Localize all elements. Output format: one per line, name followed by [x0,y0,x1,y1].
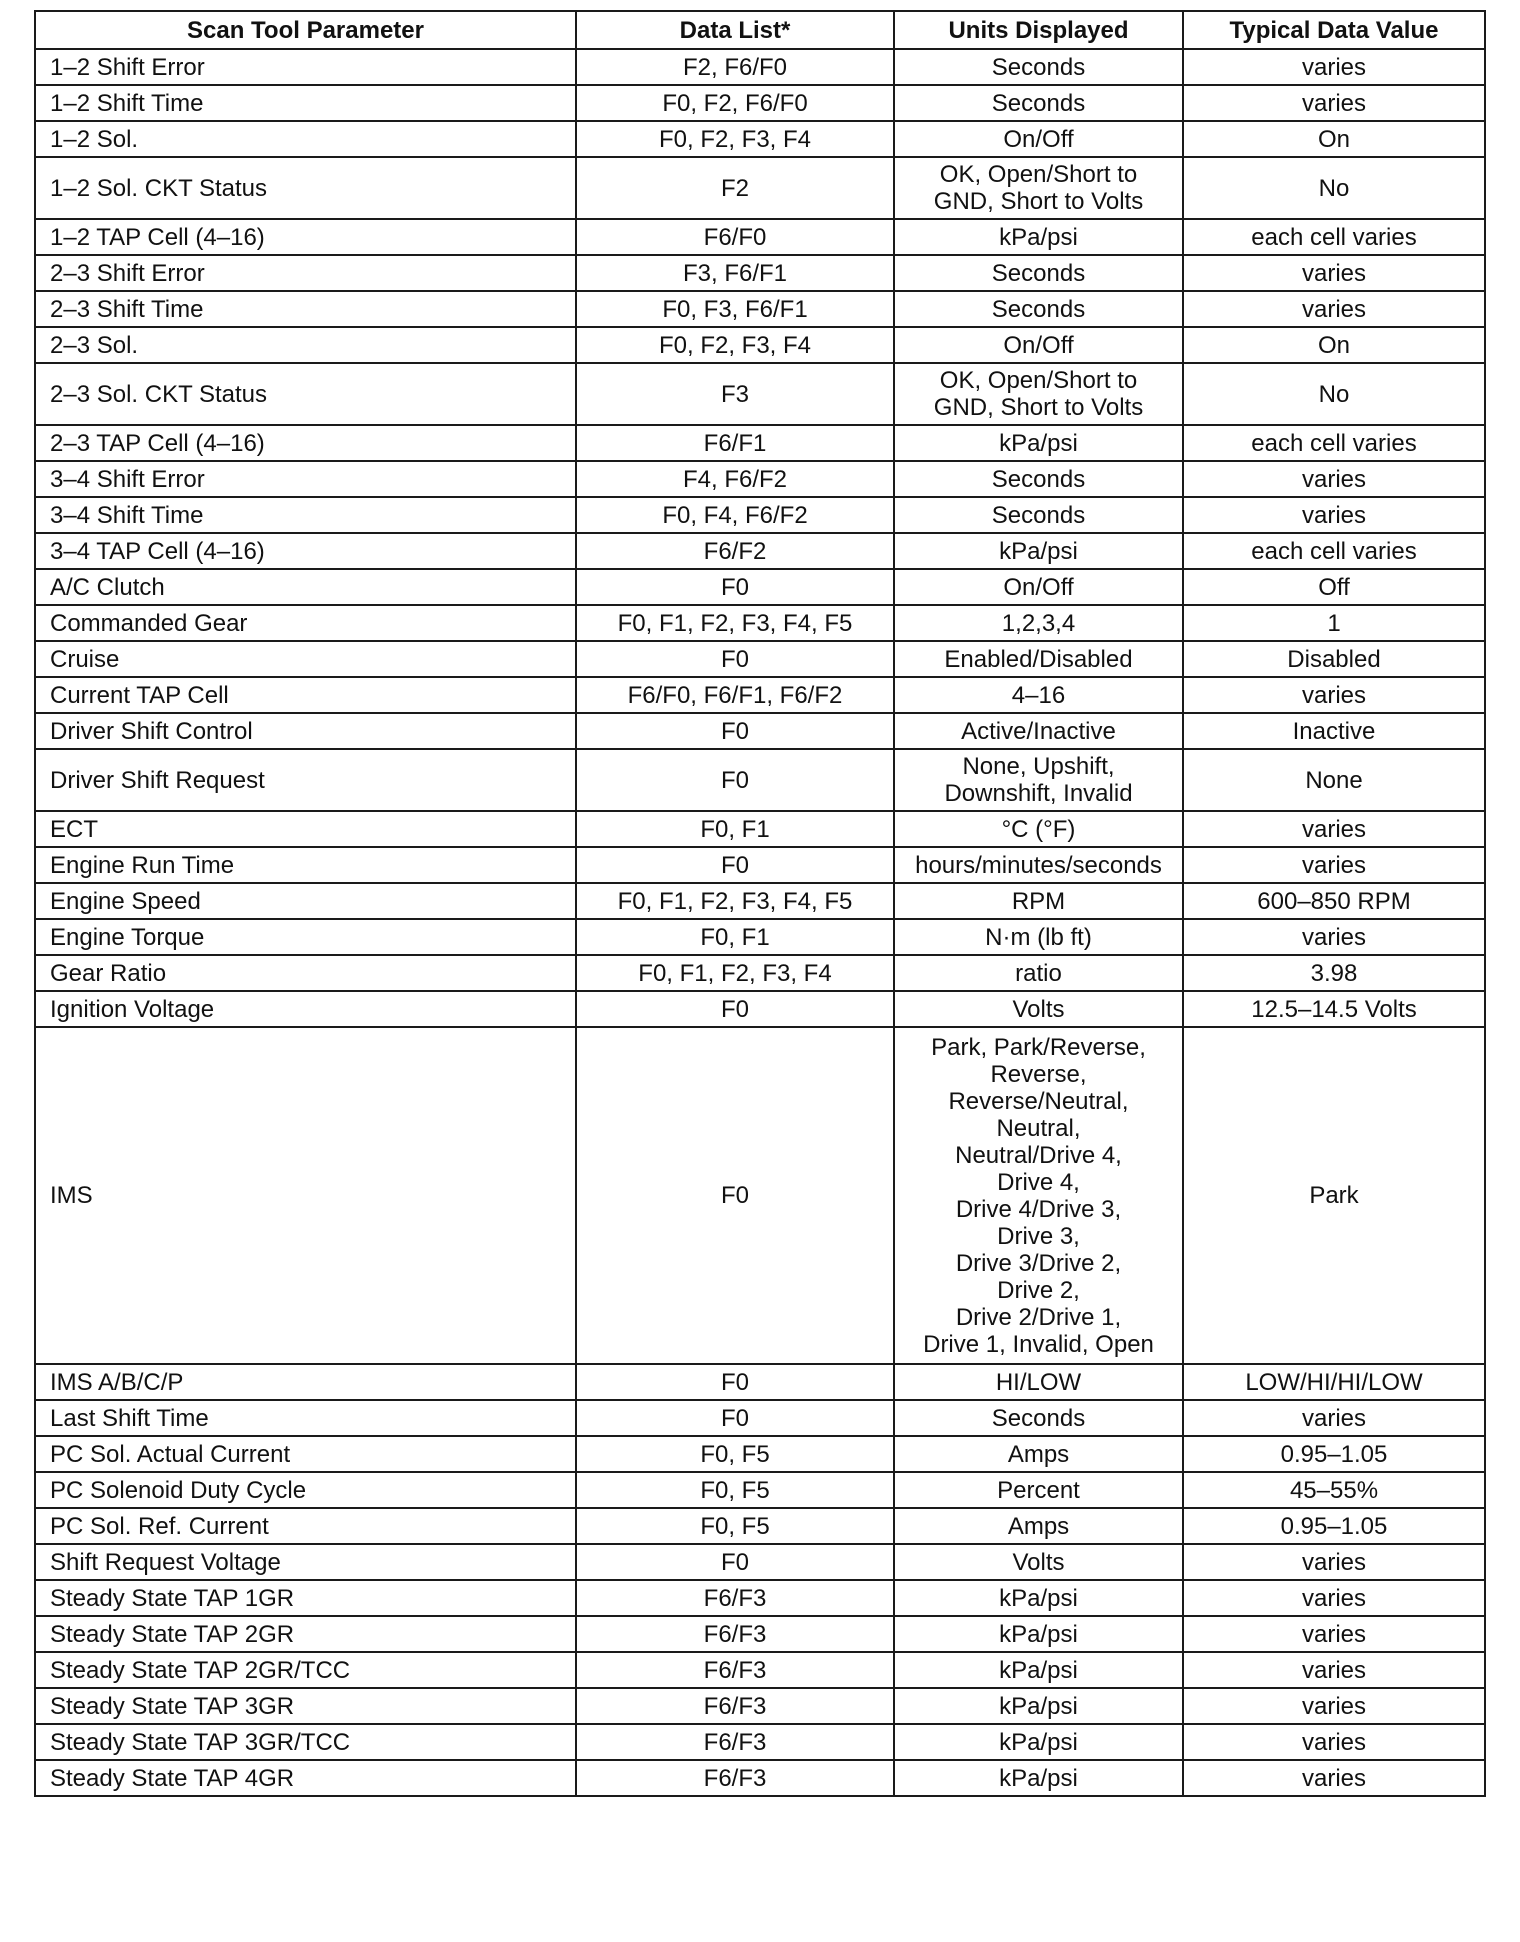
header-row [35,11,1485,49]
cell-data-list: F0 [576,749,894,811]
cell-parameter: Engine Torque [35,919,576,955]
cell-parameter: 2–3 Shift Time [35,291,576,327]
cell-data-list: F0, F5 [576,1436,894,1472]
cell-units: kPa/psi [894,1616,1183,1652]
cell-units: kPa/psi [894,425,1183,461]
cell-data-list: F6/F3 [576,1616,894,1652]
cell-typical-value: varies [1183,677,1485,713]
table-row [35,461,1485,497]
cell-units: Park, Park/Reverse, Reverse, Reverse/Neutral, Neutral, Neutral/Drive 4, Drive 4, Drive 4/Drive 3, Drive 3, Drive 3/Drive 2, Drive 2, Drive 2/Drive 1, Drive 1, Invalid, Open [894,1027,1183,1364]
table-row [35,641,1485,677]
cell-parameter: ECT [35,811,576,847]
cell-data-list: F0 [576,1544,894,1580]
cell-parameter: 1–2 Sol. [35,121,576,157]
cell-data-list: F6/F0 [576,219,894,255]
table-row [35,363,1485,425]
cell-typical-value: On [1183,121,1485,157]
cell-parameter: PC Sol. Ref. Current [35,1508,576,1544]
cell-parameter: 1–2 Shift Time [35,85,576,121]
cell-typical-value: each cell varies [1183,533,1485,569]
cell-units: OK, Open/Short to GND, Short to Volts [894,157,1183,219]
cell-units: On/Off [894,569,1183,605]
table-header [35,11,1485,49]
table-row [35,883,1485,919]
table-row [35,219,1485,255]
cell-typical-value: 0.95–1.05 [1183,1436,1485,1472]
cell-data-list: F0, F5 [576,1472,894,1508]
cell-parameter: 1–2 Sol. CKT Status [35,157,576,219]
table-row [35,533,1485,569]
table-row [35,85,1485,121]
table-row [35,49,1485,85]
table-row [35,919,1485,955]
document-page [34,10,1484,1797]
header-scan-tool-parameter: Scan Tool Parameter [35,11,576,49]
cell-typical-value: 12.5–14.5 Volts [1183,991,1485,1027]
cell-typical-value: Disabled [1183,641,1485,677]
cell-parameter: 1–2 Shift Error [35,49,576,85]
cell-typical-value: Off [1183,569,1485,605]
cell-typical-value: None [1183,749,1485,811]
cell-data-list: F0 [576,847,894,883]
cell-typical-value: 1 [1183,605,1485,641]
table-row [35,1364,1485,1400]
cell-data-list: F0, F1, F2, F3, F4, F5 [576,605,894,641]
cell-typical-value: Park [1183,1027,1485,1364]
cell-parameter: Engine Run Time [35,847,576,883]
cell-typical-value: each cell varies [1183,425,1485,461]
cell-typical-value: LOW/HI/HI/LOW [1183,1364,1485,1400]
cell-units: On/Off [894,121,1183,157]
table-row [35,425,1485,461]
cell-parameter: Steady State TAP 2GR/TCC [35,1652,576,1688]
cell-data-list: F6/F3 [576,1724,894,1760]
cell-data-list: F0, F1 [576,919,894,955]
table-row [35,1580,1485,1616]
cell-data-list: F0, F3, F6/F1 [576,291,894,327]
table-row [35,1652,1485,1688]
cell-units: N·m (lb ft) [894,919,1183,955]
cell-units: kPa/psi [894,1760,1183,1796]
cell-units: Amps [894,1508,1183,1544]
cell-parameter: Steady State TAP 3GR [35,1688,576,1724]
cell-parameter: Gear Ratio [35,955,576,991]
cell-parameter: Engine Speed [35,883,576,919]
cell-units: ratio [894,955,1183,991]
table-row [35,991,1485,1027]
cell-units: RPM [894,883,1183,919]
cell-data-list: F0, F5 [576,1508,894,1544]
cell-typical-value: 600–850 RPM [1183,883,1485,919]
cell-units: kPa/psi [894,1688,1183,1724]
cell-units: Seconds [894,255,1183,291]
cell-parameter: Steady State TAP 2GR [35,1616,576,1652]
cell-data-list: F0 [576,713,894,749]
cell-typical-value: No [1183,363,1485,425]
cell-typical-value: varies [1183,49,1485,85]
cell-units: Percent [894,1472,1183,1508]
cell-typical-value: varies [1183,1760,1485,1796]
cell-data-list: F6/F0, F6/F1, F6/F2 [576,677,894,713]
cell-parameter: PC Sol. Actual Current [35,1436,576,1472]
cell-typical-value: varies [1183,1400,1485,1436]
cell-typical-value: varies [1183,919,1485,955]
cell-units: kPa/psi [894,219,1183,255]
cell-typical-value: varies [1183,1616,1485,1652]
cell-data-list: F0 [576,1400,894,1436]
cell-data-list: F0, F2, F6/F0 [576,85,894,121]
table-row [35,121,1485,157]
cell-parameter: Driver Shift Request [35,749,576,811]
cell-parameter: Shift Request Voltage [35,1544,576,1580]
cell-parameter: Steady State TAP 4GR [35,1760,576,1796]
cell-units: Amps [894,1436,1183,1472]
cell-units: kPa/psi [894,1580,1183,1616]
cell-data-list: F6/F3 [576,1652,894,1688]
cell-parameter: IMS [35,1027,576,1364]
cell-units: On/Off [894,327,1183,363]
cell-typical-value: No [1183,157,1485,219]
cell-units: HI/LOW [894,1364,1183,1400]
cell-data-list: F6/F3 [576,1580,894,1616]
cell-units: Enabled/Disabled [894,641,1183,677]
cell-units: 1,2,3,4 [894,605,1183,641]
table-row [35,1688,1485,1724]
cell-data-list: F0, F4, F6/F2 [576,497,894,533]
cell-parameter: 3–4 TAP Cell (4–16) [35,533,576,569]
table-row [35,291,1485,327]
cell-data-list: F0 [576,1364,894,1400]
table-row [35,255,1485,291]
cell-units: kPa/psi [894,1724,1183,1760]
cell-data-list: F3, F6/F1 [576,255,894,291]
cell-units: None, Upshift, Downshift, Invalid [894,749,1183,811]
cell-parameter: 2–3 Sol. CKT Status [35,363,576,425]
cell-typical-value: varies [1183,1688,1485,1724]
cell-units: Seconds [894,291,1183,327]
cell-parameter: PC Solenoid Duty Cycle [35,1472,576,1508]
cell-data-list: F0 [576,569,894,605]
cell-units: Seconds [894,49,1183,85]
cell-typical-value: varies [1183,255,1485,291]
table-row [35,1760,1485,1796]
cell-data-list: F0, F1 [576,811,894,847]
cell-parameter: Driver Shift Control [35,713,576,749]
table-row [35,1400,1485,1436]
cell-units: kPa/psi [894,533,1183,569]
cell-typical-value: varies [1183,85,1485,121]
table-row [35,749,1485,811]
cell-units: Active/Inactive [894,713,1183,749]
table-row [35,157,1485,219]
cell-typical-value: varies [1183,1544,1485,1580]
cell-data-list: F0, F2, F3, F4 [576,121,894,157]
cell-parameter: A/C Clutch [35,569,576,605]
table-row [35,497,1485,533]
cell-typical-value: each cell varies [1183,219,1485,255]
table-body [35,49,1485,1796]
cell-data-list: F6/F3 [576,1760,894,1796]
cell-data-list: F2 [576,157,894,219]
table-row [35,1724,1485,1760]
cell-data-list: F0 [576,1027,894,1364]
cell-typical-value: On [1183,327,1485,363]
cell-data-list: F3 [576,363,894,425]
cell-parameter: IMS A/B/C/P [35,1364,576,1400]
table-row [35,1436,1485,1472]
table-row [35,955,1485,991]
cell-typical-value: 3.98 [1183,955,1485,991]
cell-typical-value: Inactive [1183,713,1485,749]
cell-parameter: Current TAP Cell [35,677,576,713]
table-row [35,1027,1485,1364]
cell-data-list: F0, F1, F2, F3, F4 [576,955,894,991]
cell-typical-value: 0.95–1.05 [1183,1508,1485,1544]
header-typical-data-value: Typical Data Value [1183,11,1485,49]
cell-parameter: 2–3 TAP Cell (4–16) [35,425,576,461]
cell-data-list: F0, F2, F3, F4 [576,327,894,363]
cell-units: Seconds [894,461,1183,497]
cell-units: Volts [894,991,1183,1027]
cell-parameter: Cruise [35,641,576,677]
cell-units: Seconds [894,85,1183,121]
cell-typical-value: varies [1183,811,1485,847]
cell-typical-value: 45–55% [1183,1472,1485,1508]
cell-typical-value: varies [1183,291,1485,327]
cell-data-list: F2, F6/F0 [576,49,894,85]
table-row [35,605,1485,641]
cell-parameter: Steady State TAP 1GR [35,1580,576,1616]
cell-units: Volts [894,1544,1183,1580]
header-data-list: Data List* [576,11,894,49]
header-units-displayed: Units Displayed [894,11,1183,49]
cell-parameter: Commanded Gear [35,605,576,641]
cell-parameter: Steady State TAP 3GR/TCC [35,1724,576,1760]
table-row [35,847,1485,883]
cell-data-list: F0, F1, F2, F3, F4, F5 [576,883,894,919]
table-row [35,327,1485,363]
cell-parameter: 2–3 Sol. [35,327,576,363]
cell-data-list: F0 [576,641,894,677]
cell-data-list: F6/F2 [576,533,894,569]
cell-typical-value: varies [1183,1652,1485,1688]
table-row [35,1508,1485,1544]
cell-parameter: Ignition Voltage [35,991,576,1027]
cell-typical-value: varies [1183,847,1485,883]
table-row [35,811,1485,847]
cell-data-list: F6/F1 [576,425,894,461]
cell-units: Seconds [894,497,1183,533]
cell-typical-value: varies [1183,497,1485,533]
table-row [35,1472,1485,1508]
cell-data-list: F4, F6/F2 [576,461,894,497]
cell-units: kPa/psi [894,1652,1183,1688]
cell-parameter: 2–3 Shift Error [35,255,576,291]
cell-parameter: 1–2 TAP Cell (4–16) [35,219,576,255]
cell-units: 4–16 [894,677,1183,713]
table-row [35,569,1485,605]
cell-units: OK, Open/Short to GND, Short to Volts [894,363,1183,425]
cell-typical-value: varies [1183,1724,1485,1760]
cell-units: Seconds [894,1400,1183,1436]
table-row [35,713,1485,749]
cell-typical-value: varies [1183,461,1485,497]
table-row [35,1544,1485,1580]
cell-units: °C (°F) [894,811,1183,847]
cell-data-list: F0 [576,991,894,1027]
cell-typical-value: varies [1183,1580,1485,1616]
table-row [35,1616,1485,1652]
cell-units: hours/minutes/seconds [894,847,1183,883]
table-row [35,677,1485,713]
cell-parameter: Last Shift Time [35,1400,576,1436]
cell-parameter: 3–4 Shift Error [35,461,576,497]
scan-tool-data-table [34,10,1486,1797]
cell-parameter: 3–4 Shift Time [35,497,576,533]
cell-data-list: F6/F3 [576,1688,894,1724]
